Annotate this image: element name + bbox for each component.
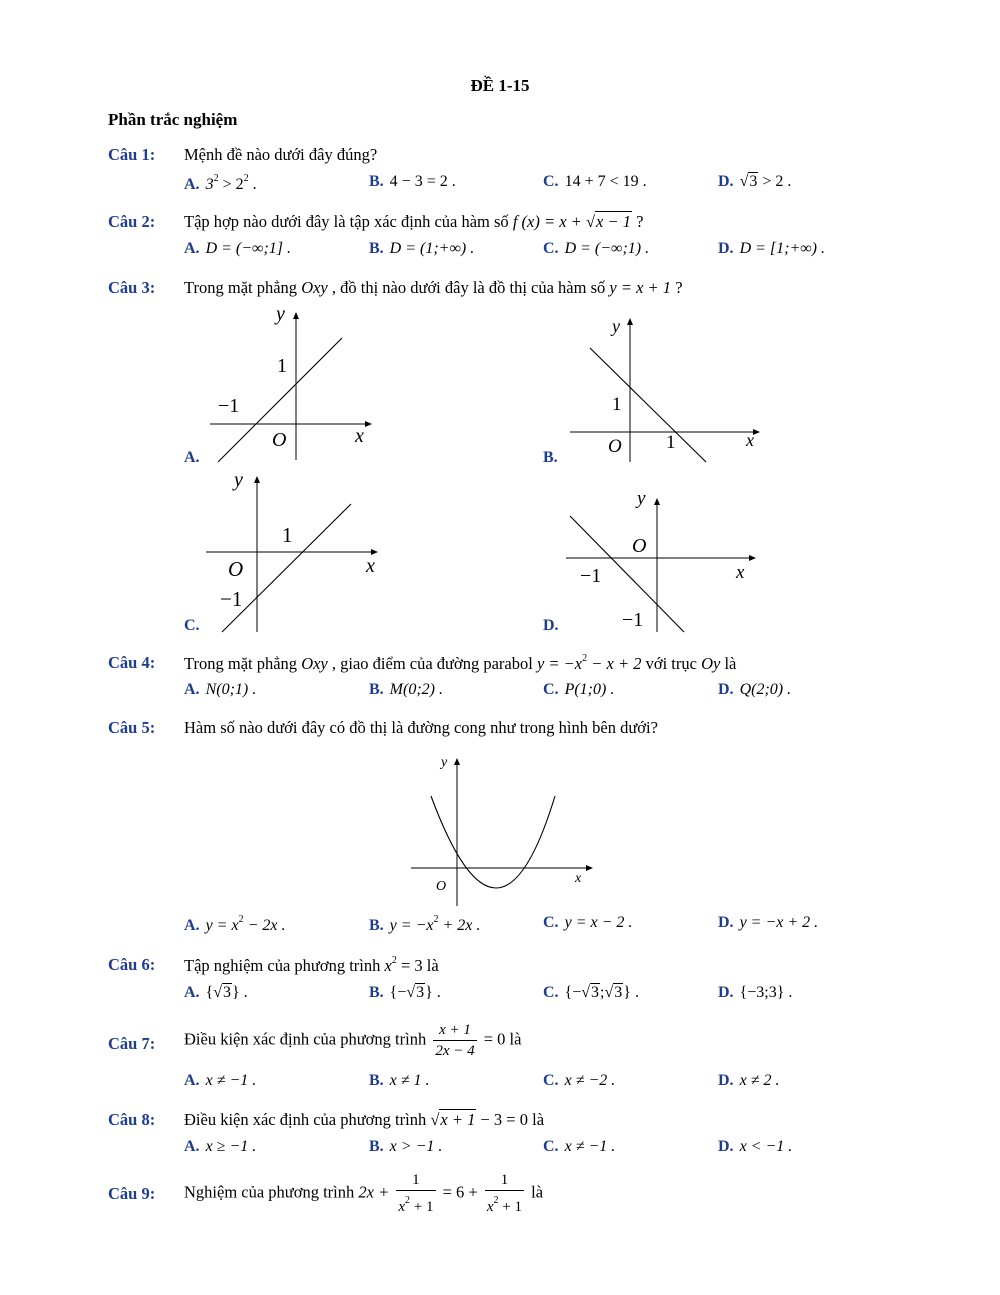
q5-option-b[interactable]: B. $y = -x^2 + 2x$ .: [369, 914, 481, 934]
x-arrow: [753, 429, 760, 435]
q9-label: Câu 9:: [108, 1184, 156, 1203]
q5-option-d[interactable]: D. y = −x + 2 .: [718, 914, 819, 931]
q3-graph-b[interactable]: [560, 310, 770, 465]
q3-option-c-label[interactable]: C.: [184, 617, 200, 634]
q7-label: Câu 7:: [108, 1034, 156, 1053]
q2-label: Câu 2:: [108, 212, 156, 231]
q5-parabola-graph: [405, 750, 600, 910]
q6-option-d[interactable]: D. {−3;3} .: [718, 984, 793, 1001]
q8-option-d[interactable]: D. x < −1 .: [718, 1138, 793, 1155]
x-axis-label: x: [746, 430, 754, 450]
q1-option-d[interactable]: D. √3 > 2 .: [718, 173, 792, 190]
q6-option-a[interactable]: A. {√3} .: [184, 984, 248, 1001]
x-arrow: [586, 865, 593, 871]
q1-option-c[interactable]: C. 14 + 7 < 19 .: [543, 173, 647, 190]
q7-option-d[interactable]: D. x ≠ 2 .: [718, 1072, 780, 1089]
q4-option-d[interactable]: D. Q(2;0) .: [718, 681, 792, 698]
tick-label: −1: [622, 609, 644, 631]
x-axis-label: x: [575, 871, 582, 886]
q1-option-b[interactable]: B. 4 − 3 = 2 .: [369, 173, 456, 190]
y-arrow: [454, 758, 460, 765]
q7-option-b[interactable]: B. x ≠ 1 .: [369, 1072, 430, 1089]
y-arrow: [654, 498, 660, 505]
tick-label: −1: [580, 565, 602, 587]
q8-text: Điều kiện xác định của phương trình √x + 1 − 3 = 0 là: [184, 1110, 545, 1129]
q7-option-a[interactable]: A. x ≠ −1 .: [184, 1072, 257, 1089]
q8-option-b[interactable]: B. x > −1 .: [369, 1138, 443, 1155]
q9-fraction-right: $\frac{1}{x^2 + 1}$: [486, 1172, 523, 1215]
q5-text: Hàm số nào dưới đây có đồ thị là đường cong như trong hình bên dưới?: [184, 718, 658, 737]
origin-label: O: [228, 557, 244, 581]
q4-option-b[interactable]: B. M(0;2) .: [369, 681, 443, 698]
q8-label: Câu 8:: [108, 1110, 156, 1129]
origin-label: O: [272, 429, 287, 451]
y-axis-label: y: [637, 488, 646, 509]
tick-label: 1: [666, 432, 676, 453]
y-arrow: [254, 476, 260, 483]
q3-graph-c[interactable]: [200, 466, 385, 634]
origin-label: O: [632, 535, 647, 557]
q7-option-c[interactable]: C. x ≠ −2 .: [543, 1072, 616, 1089]
q3-graph-a[interactable]: [200, 300, 380, 465]
page-title: ĐỀ 1-15: [470, 76, 530, 95]
q3-text: Trong mặt phẳng Oxy , đồ thị nào dưới đây là đồ thị của hàm số y = x + 1 ?: [184, 278, 683, 297]
origin-label: O: [436, 879, 447, 894]
q4-option-c[interactable]: C. P(1;0) .: [543, 681, 615, 698]
q3-option-a-label[interactable]: A.: [184, 449, 200, 466]
q9-fraction-left: $\frac{1}{x^2 + 1}$: [398, 1172, 434, 1215]
q6-label: Câu 6:: [108, 955, 156, 974]
section-heading: Phần trắc nghiệm: [108, 110, 238, 129]
q3-graph-d[interactable]: [560, 484, 775, 634]
q6-option-b[interactable]: B. {−√3} .: [369, 984, 441, 1001]
q6-option-c[interactable]: C. {−√3;√3} .: [543, 984, 639, 1001]
q5-option-c[interactable]: C. y = x − 2 .: [543, 914, 633, 931]
x-axis-label: x: [366, 555, 375, 577]
y-arrow: [627, 318, 633, 325]
y-axis-label: y: [441, 755, 448, 770]
x-axis-label: x: [355, 425, 364, 447]
q1-label: Câu 1:: [108, 145, 156, 164]
q5-label: Câu 5:: [108, 718, 156, 737]
y-arrow: [293, 312, 299, 319]
y-axis-label: y: [276, 303, 285, 325]
y-axis-label: y: [234, 469, 243, 491]
q2-option-c[interactable]: C. D = (−∞;1) .: [543, 240, 650, 257]
tick-label: 1: [612, 394, 622, 415]
q7-text: Điều kiện xác định của phương trình $\frac{x + 1}{2x - 4}$ = 0 là: [184, 1022, 522, 1059]
tick-label: 1: [282, 523, 293, 547]
q3-option-d-label[interactable]: D.: [543, 617, 559, 634]
parabola-curve: [431, 796, 555, 888]
q1-option-a[interactable]: A. $3^2 > 2^2$ .: [184, 173, 257, 193]
q8-option-a[interactable]: A. x ≥ −1 .: [184, 1138, 257, 1155]
q2-option-d[interactable]: D. D = [1;+∞) .: [718, 240, 825, 257]
q5-option-a[interactable]: A. $y = x^2 - 2x$ .: [184, 914, 286, 934]
q9-text: Nghiệm của phương trình 2x + $\frac{1}{x^2 + 1}$ = 6 + $\frac{1}{x^2 + 1}$ là: [184, 1172, 544, 1215]
q3-label: Câu 3:: [108, 278, 156, 297]
x-axis-label: x: [736, 562, 745, 583]
q2-option-a[interactable]: A. D = (−∞;1] .: [184, 240, 291, 257]
x-arrow: [365, 421, 372, 427]
tick-label: −1: [220, 587, 243, 611]
y-axis-label: y: [612, 316, 620, 336]
q4-option-a[interactable]: A. N(0;1) .: [184, 681, 257, 698]
origin-label: O: [608, 436, 622, 457]
q4-text: Trong mặt phẳng Oxy , giao điểm của đường parabol $y = -x^2 - x + 2$ với trục Oy là: [184, 653, 737, 673]
q2-text: Tập hợp nào dưới đây là tập xác định của hàm số f (x) = x + √x − 1 ?: [184, 212, 644, 231]
q1-text: Mệnh đề nào dưới đây đúng?: [184, 145, 378, 164]
tick-label: 1: [277, 355, 287, 377]
tick-label: −1: [218, 395, 240, 417]
q4-label: Câu 4:: [108, 653, 156, 672]
q2-option-b[interactable]: B. D = (1;+∞) .: [369, 240, 475, 257]
x-arrow: [749, 555, 756, 561]
q8-option-c[interactable]: C. x ≠ −1 .: [543, 1138, 616, 1155]
q3-option-b-label[interactable]: B.: [543, 449, 558, 466]
q6-text: Tập nghiệm của phương trình $x^2 = 3$ là: [184, 955, 439, 975]
q7-fraction: $\frac{x + 1}{2x - 4}$: [435, 1022, 475, 1059]
